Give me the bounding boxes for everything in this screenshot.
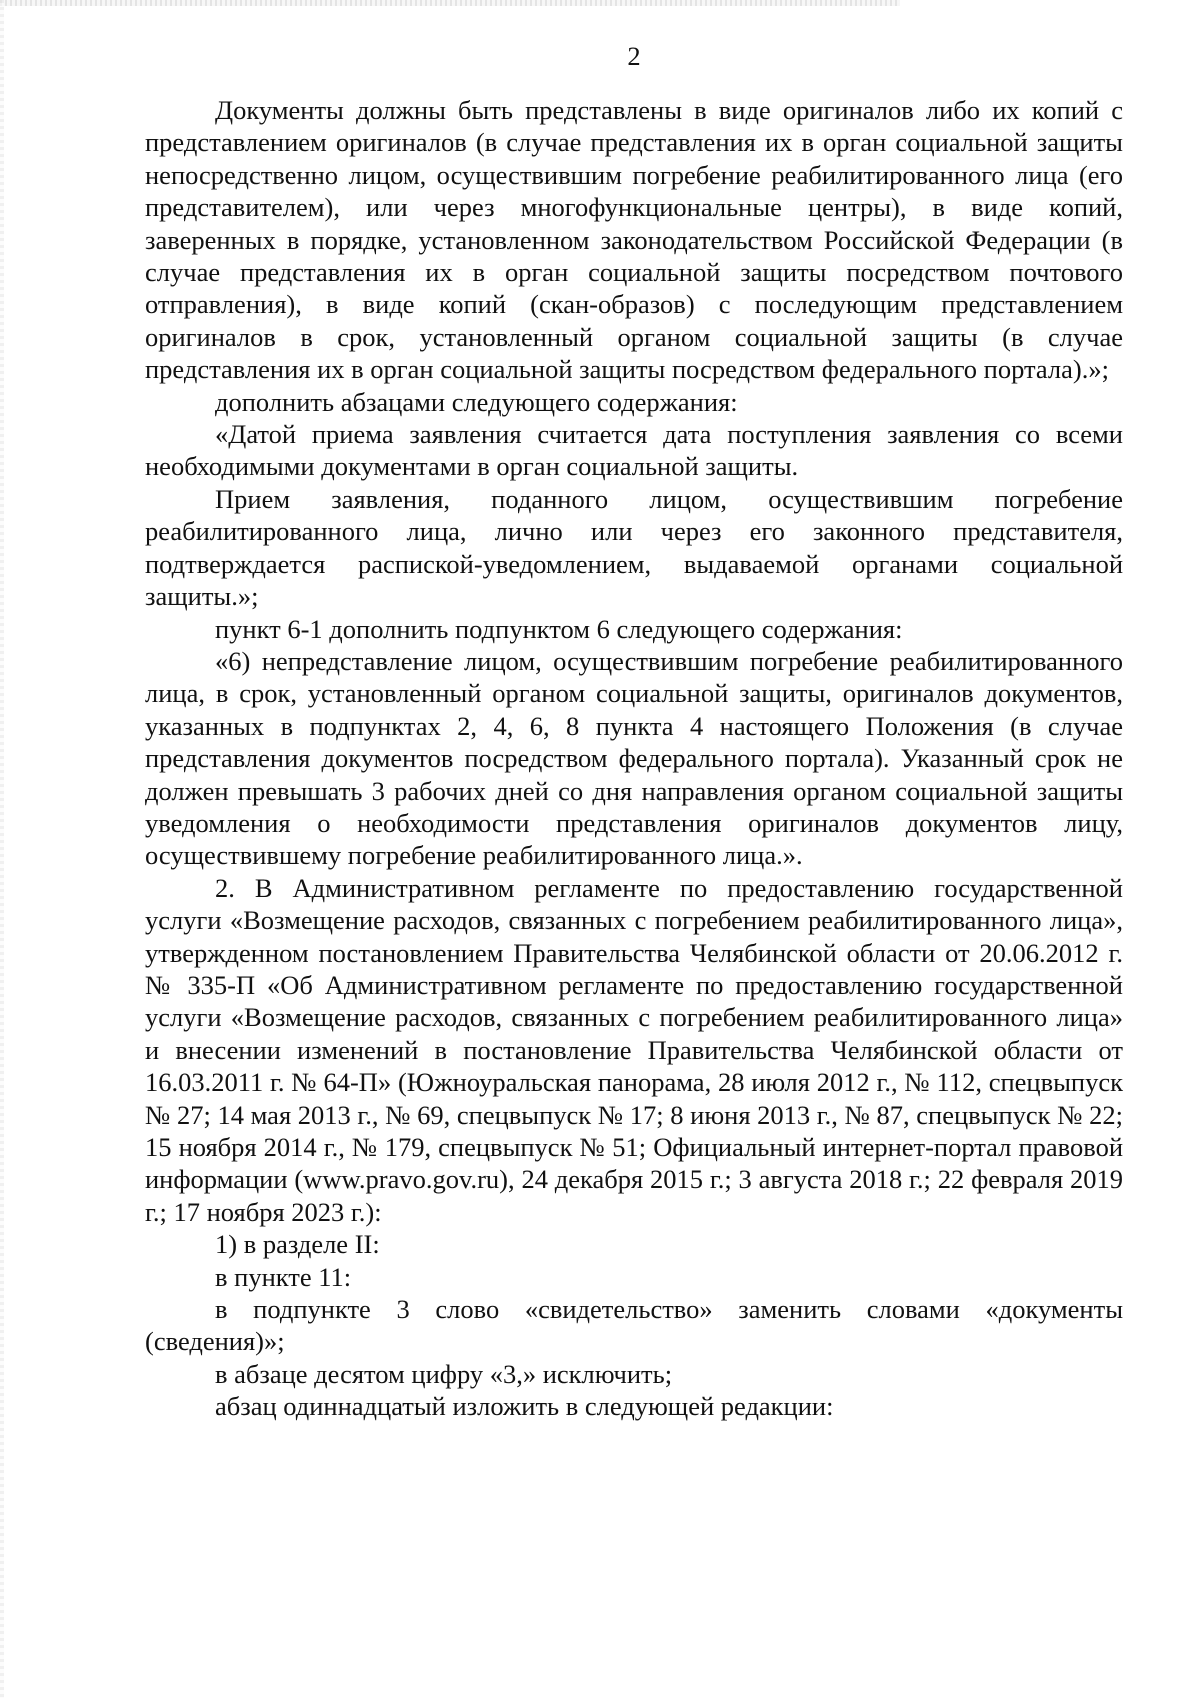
page-number: 2	[627, 41, 641, 71]
paragraph-documents-originals: Документы должны быть представлены в виде оригиналов либо их копий с представлением оригиналов (в случае представления их в орган социальной защиты непосредственно лицом, осуществившим погребение реабилитированного лица (его представителем), или через многофункциональные центры), в виде копий, заверенных в порядке, установленном законодательством Российской Федерации (в случае представления их в орган социальной защиты посредством почтового отправления), в виде копий (скан-образов) с последующим представлением оригиналов в срок, установленный органом социальной защиты (в случае представления их в орган социальной защиты посредством федерального портала).»;	[145, 95, 1123, 385]
paragraph-subpoint-3: в подпункте 3 слово «свидетельство» заменить словами «документы (сведения)»;	[145, 1294, 1123, 1357]
paragraph-eleventh-abzac: абзац одиннадцатый изложить в следующей редакции:	[215, 1391, 834, 1422]
paragraph-application-date: «Датой приема заявления считается дата поступления заявления со всеми необходимыми документами в орган социальной защиты.	[145, 419, 1123, 482]
paragraph-supplement-intro: дополнить абзацами следующего содержания:	[215, 386, 738, 417]
scan-edge-left	[0, 0, 4, 1698]
paragraph-application-receipt: Прием заявления, поданного лицом, осуществившим погребение реабилитированного лица, лично или через его законного представителя, подтверждается распиской-уведомлением, выдаваемой органами социальной защиты.»;	[145, 483, 1123, 612]
paragraph-point-11: в пункте 11:	[215, 1261, 352, 1292]
scan-edge-top	[0, 0, 900, 6]
paragraph-admin-regulation: 2. В Административном регламенте по предоставлению государственной услуги «Возмещение расходов, связанных с погребением реабилитированного лица», утвержденном постановлением Правительства Челябинской области от 20.06.2012 г. № 335-П «Об Административном регламенте по предоставлению государственной услуги «Возмещение расходов, связанных с погребением реабилитированного лица» и внесении изменений в постановление Правительства Челябинской области от 16.03.2011 г. № 64-П» (Южноуральская панорама, 28 июля 2012 г., № 112, спецвыпуск № 27; 14 мая 2013 г., № 69, спецвыпуск № 17; 8 июня 2013 г., № 87, спецвыпуск № 22; 15 ноября 2014 г., № 179, спецвыпуск № 51; Официальный интернет-портал правовой информации (www.pravo.gov.ru), 24 декабря 2015 г.; 3 августа 2018 г.; 22 февраля 2019 г.; 17 ноября 2023 г.):	[145, 872, 1123, 1227]
document-page	[145, 40, 1123, 1423]
paragraph-subpoint-6: «6) непредставление лицом, осуществившим погребение реабилитированного лица, в срок, установленный органом социальной защиты, оригиналов документов, указанных в подпунктах 2, 4, 6, 8 пункта 4 настоящего Положения (в случае представления документов посредством федерального портала). Указанный срок не должен превышать 3 рабочих дней со дня направления органом социальной защиты уведомления о необходимости представления оригиналов документов лицу, осуществившему погребение реабилитированного лица.».	[145, 645, 1123, 871]
paragraph-section-ii: 1) в разделе II:	[215, 1229, 380, 1260]
paragraph-tenth-abzac: в абзаце десятом цифру «3,» исключить;	[215, 1358, 673, 1389]
paragraph-point-6-1: пункт 6-1 дополнить подпунктом 6 следующего содержания:	[215, 613, 903, 644]
